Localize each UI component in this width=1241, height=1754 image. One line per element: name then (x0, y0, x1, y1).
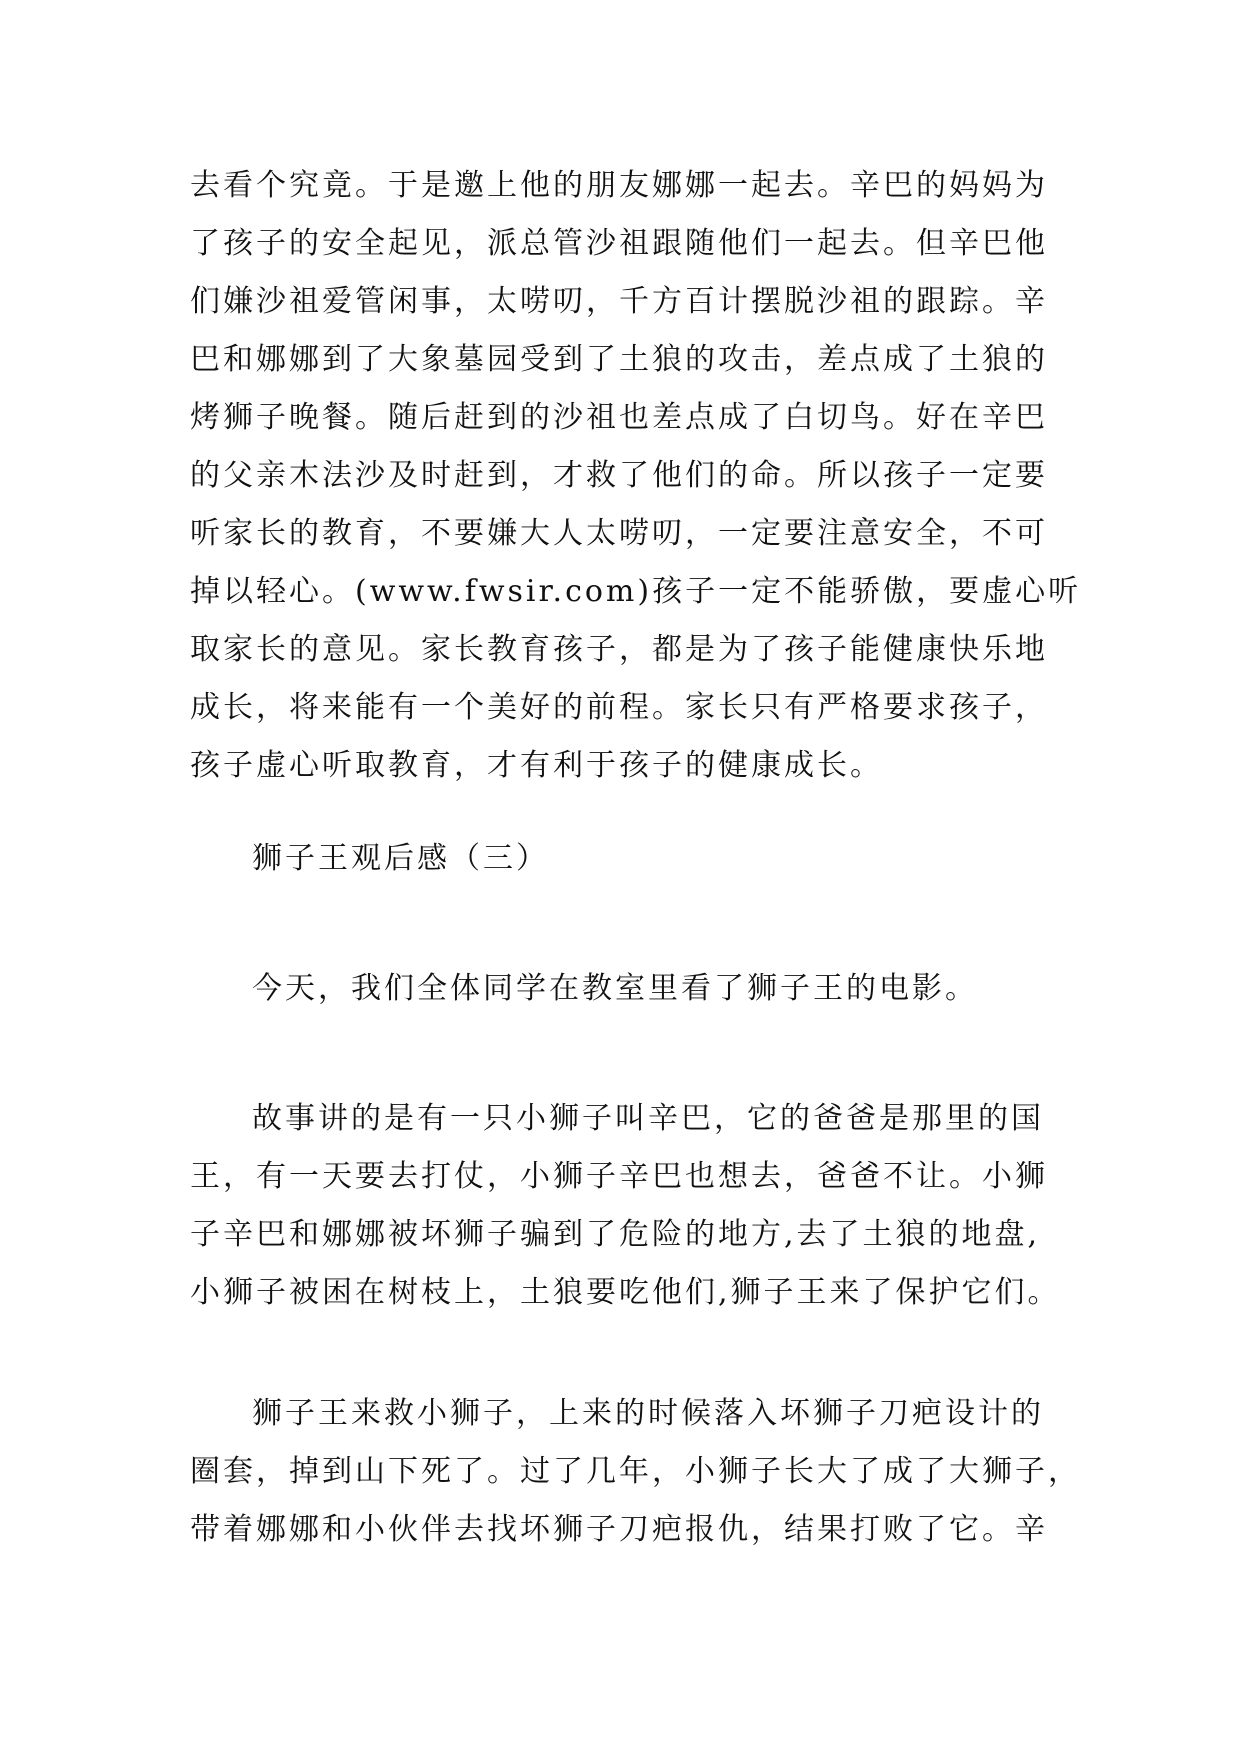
heading-text: 狮子王观后感（三） (252, 841, 549, 876)
paragraph-line: 们嫌沙祖爱管闲事，太唠叨，千方百计摆脱沙祖的跟踪。辛 (190, 284, 1048, 319)
paragraph-line: 了孩子的安全起见，派总管沙祖跟随他们一起去。但辛巴他 (190, 226, 1048, 261)
paragraph-line: 的父亲木法沙及时赶到，才救了他们的命。所以孩子一定要 (190, 458, 1048, 493)
paragraph-line: 故事讲的是有一只小狮子叫辛巴，它的爸爸是那里的国 (252, 1101, 1044, 1136)
paragraph-line: 烤狮子晚餐。随后赶到的沙祖也差点成了白切鸟。好在辛巴 (190, 400, 1048, 435)
paragraph-line: 去看个究竟。于是邀上他的朋友娜娜一起去。辛巴的妈妈为 (190, 168, 1048, 203)
paragraph-line: 巴和娜娜到了大象墓园受到了土狼的攻击，差点成了土狼的 (190, 342, 1048, 377)
paragraph-2 (190, 960, 1070, 1018)
paragraph-line: 孩子虚心听取教育，才有利于孩子的健康成长。 (190, 748, 883, 783)
paragraph-line: 取家长的意见。家长教育孩子，都是为了孩子能健康快乐地 (190, 632, 1048, 667)
paragraph-line: 子辛巴和娜娜被坏狮子骗到了危险的地方,去了土狼的地盘, (190, 1217, 1041, 1252)
paragraph-1 (190, 157, 1082, 795)
paragraph-line: 成长，将来能有一个美好的前程。家长只有严格要求孩子， (190, 690, 1048, 725)
paragraph-line: 小狮子被困在树枝上，土狼要吃他们,狮子王来了保护它们。 (190, 1275, 1061, 1310)
paragraph-line: 掉以轻心。(www.fwsir.com)孩子一定不能骄傲，要虚心听 (190, 574, 1082, 609)
paragraph-4 (190, 1385, 1081, 1559)
paragraph-line: 狮子王来救小狮子，上来的时候落入坏狮子刀疤设计的 (252, 1396, 1044, 1431)
paragraph-line: 带着娜娜和小伙伴去找坏狮子刀疤报仇，结果打败了它。辛 (190, 1512, 1048, 1547)
paragraph-line: 圈套，掉到山下死了。过了几年，小狮子长大了成了大狮子， (190, 1454, 1081, 1489)
paragraph-line: 王，有一天要去打仗，小狮子辛巴也想去，爸爸不让。小狮 (190, 1159, 1048, 1194)
section-heading (190, 830, 1070, 888)
paragraph-line: 听家长的教育，不要嫌大人太唠叨，一定要注意安全，不可 (190, 516, 1048, 551)
paragraph-line: 今天，我们全体同学在教室里看了狮子王的电影。 (252, 971, 978, 1006)
paragraph-3 (190, 1090, 1070, 1322)
